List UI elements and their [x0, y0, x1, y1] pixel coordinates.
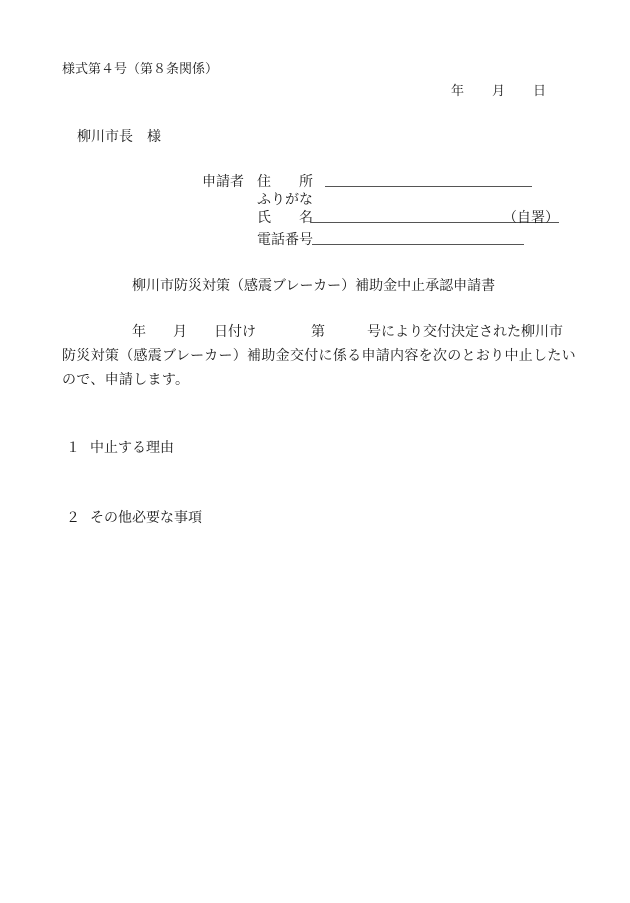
date-day-label: 日 [533, 84, 547, 99]
address-label: 住 所 [257, 174, 313, 190]
item-number: １ [66, 440, 80, 456]
addressee: 柳川市長 様 [77, 129, 161, 145]
body-dated-label: 日付け [214, 324, 256, 340]
date-year-label: 年 [451, 84, 465, 99]
body-year-label: 年 [132, 324, 146, 340]
form-number: 様式第４号（第８条関係） [62, 62, 219, 77]
phone-label: 電話番号 [257, 232, 313, 248]
name-label: 氏 名 [257, 210, 313, 226]
applicant-label: 申請者 [202, 174, 244, 190]
item-number: ２ [66, 510, 80, 526]
furigana-label: ふりがな [257, 192, 313, 208]
body-dai-label: 第 [311, 324, 325, 340]
page-title: 柳川市防災対策（感震ブレーカー）補助金中止承認申請書 [132, 278, 496, 294]
signature-note: （自署） [503, 210, 559, 226]
body-month-label: 月 [173, 324, 187, 340]
body-line3: ので、申請します。 [62, 372, 190, 388]
phone-field-line[interactable] [312, 244, 524, 245]
date-month-label: 月 [492, 84, 506, 99]
body-line1-rest: 号により交付決定された柳川市 [367, 324, 563, 340]
item-label: 中止する理由 [90, 440, 174, 456]
body-line2: 防災対策（感震ブレーカー）補助金交付に係る申請内容を次のとおり中止したい [62, 348, 576, 364]
item-label: その他必要な事項 [90, 510, 202, 526]
address-field-line[interactable] [325, 186, 532, 187]
